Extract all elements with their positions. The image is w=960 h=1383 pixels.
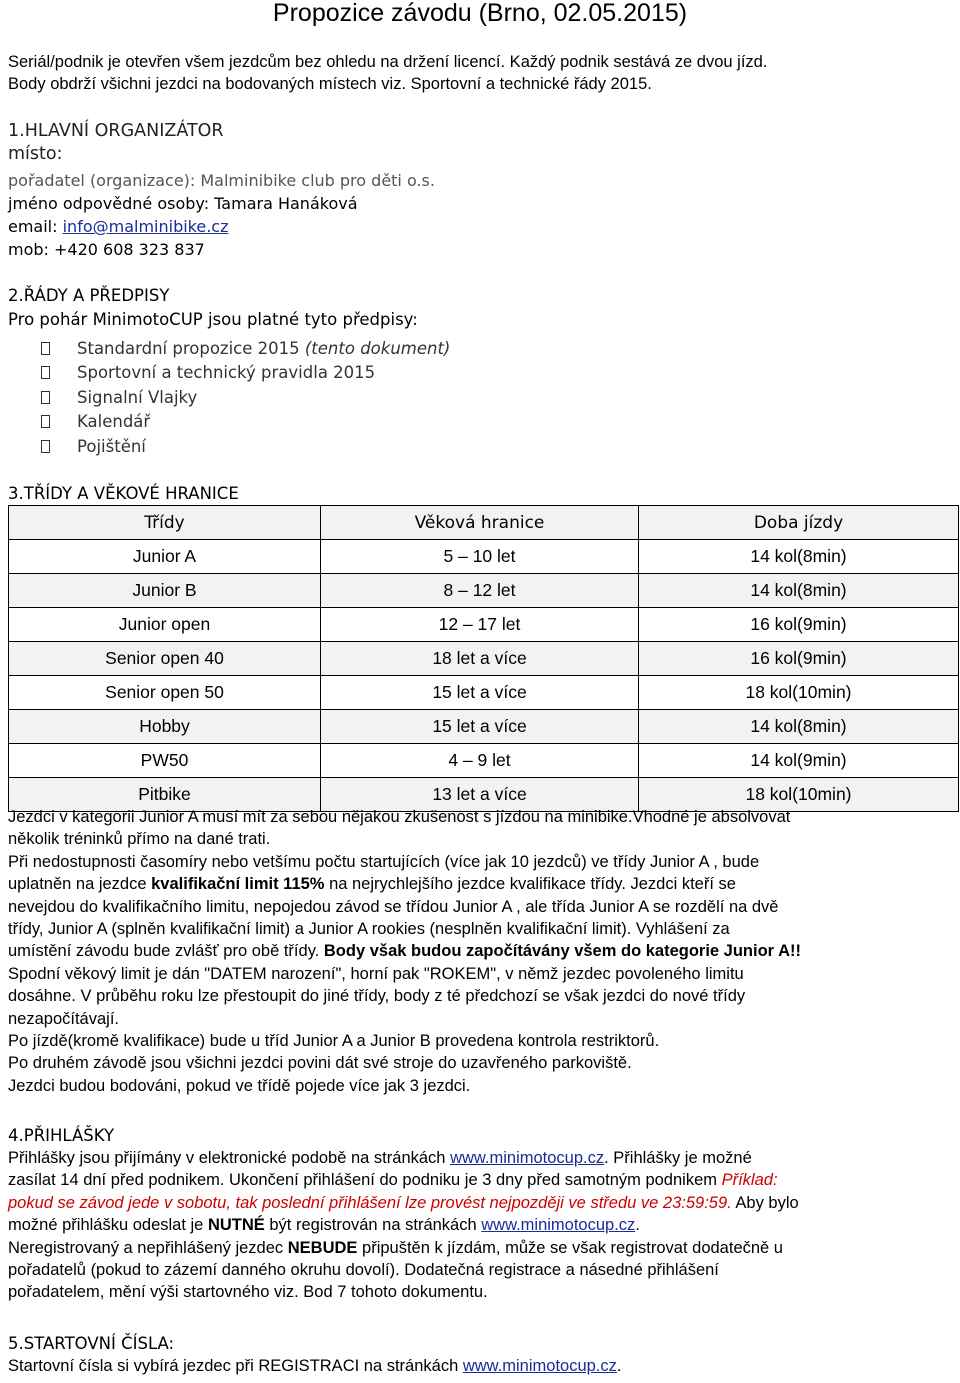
cell-age: 18 let a více [321,642,639,676]
cell-age: 13 let a více [321,778,639,812]
cell-duration: 14 kol(8min) [639,574,959,608]
text-line: dosáhne. V průběhu roku lze přestoupit do jiné třídy, body z té předchozí se však jezdci do nové třídy [8,987,746,1006]
list-item: Sportovní a technický pravidla 2015 [41,361,450,385]
cell-class: PW50 [9,744,321,778]
cell-duration: 16 kol(9min) [639,608,959,642]
cell-class: Pitbike [9,778,321,812]
page-title: Propozice závodu (Brno, 02.05.2015) [272,0,688,27]
text-line: Startovní čísla si vybírá jezdec při REGISTRACI na stránkách www.minimotocup.cz. [8,1357,622,1375]
text-line: pořadatelem, mění výši startovného viz. Bod 7 tohoto dokumentu. [8,1283,488,1302]
section-heading: 1.HLAVNÍ ORGANIZÁTOR [8,121,224,141]
checkbox-icon [41,391,50,404]
cell-age: 5 – 10 let [321,540,639,574]
section-heading: 2.ŘÁDY A PŘEDPISY [8,286,170,305]
text-line: zasílat 14 dní před podnikem. Ukončení přihlášení do podniku je 3 dny před samotným podnikem Příklad: [8,1171,778,1190]
text-line: Po druhém závodě jsou všichni jezdci povini dát své stroje do uzavřeného parkoviště. [8,1054,632,1073]
contact-person: jméno odpovědné osoby: Tamara Hanáková [8,194,358,213]
text-line: třídy, Junior A (splněn kvalifikační limit) a Junior A rookies (nesplněn kvalifikační limit). Vyhlášení za [8,920,730,939]
website-link[interactable]: www.minimotocup.cz [462,1357,617,1375]
text-line: nezapočítávají. [8,1009,119,1028]
email-link[interactable]: info@malminibike.cz [62,217,229,236]
text-line: umístění závodu bude zvlášť pro obě třídy. Body však budou započítávány všem do kategorie Junior A!! [8,942,801,961]
text-line: možné přihlášku odeslat je NUTNÉ být registrován na stránkách www.minimotocup.cz. [8,1216,640,1235]
section-organizer [8,120,956,261]
cell-duration: 18 kol(10min) [639,676,959,710]
table-row [9,540,959,574]
table-header-row [9,506,959,540]
text-line: pořadatelů (pokud to zázemí danného okruhu dovolí). Dodatečná registrace a násedné přihlášení [8,1261,719,1280]
text-line: Při nedostupnosti časomíry nebo vetšímu počtu startujících (více jak 10 jezdců) ve třídy Junior A , bude [8,852,760,871]
place-label: místo: [8,144,63,164]
cell-age: 8 – 12 let [321,574,639,608]
cell-class: Hobby [9,710,321,744]
checkbox-icon [41,366,50,379]
mobile-line: mob: +420 608 323 837 [8,240,205,259]
column-header: Doba jízdy [639,506,959,540]
cell-class: Senior open 40 [9,642,321,676]
cell-age: 4 – 9 let [321,744,639,778]
text-line: uplatněn na jezdce kvalifikační limit 115% na nejrychlejšího jezdce kvalifikace třídy. Jezdci kteří se [8,875,736,894]
section-rules-heading [8,284,956,332]
classes-notes [8,806,956,1097]
cell-duration: 14 kol(8min) [639,710,959,744]
table-row [9,574,959,608]
table-row [9,744,959,778]
organizer-line: pořadatel (organizace): Malminibike club pro děti o.s. [8,171,435,190]
table-row [9,642,959,676]
text-line: Jezdci v kategorii Junior A musí mít za sebou nějakou zkušenost s jízdou na minibike.Vhodné je absolvovat [8,808,791,826]
column-header: Věková hranice [321,506,639,540]
table-row [9,710,959,744]
intro-line: Seriál/podnik je otevřen všem jezdcům bez ohledu na držení licencí. Každý podnik sestává ze dvou jízd. [8,53,768,71]
table-row [9,676,959,710]
intro-paragraph [8,51,956,96]
checkbox-icon [41,342,50,355]
table-row [9,608,959,642]
intro-line: Body obdrží všichni jezdci na bodovaných místech viz. Sportovní a technické řády 2015. [8,75,652,94]
list-item: Pojištění [41,435,450,459]
section-heading: 4.PŘIHLÁŠKY [8,1126,115,1145]
cell-duration: 16 kol(9min) [639,642,959,676]
list-item: Signalní Vlajky [41,386,450,410]
cell-class: Junior A [9,540,321,574]
text-line: Spodní věkový limit je dán "DATEM narození", horní pak "ROKEM", v němž jezdec povoleného limitu [8,964,744,983]
checkbox-icon [41,440,50,453]
registration-paragraph [8,1147,956,1304]
email-line: email: info@malminibike.cz [8,217,229,236]
checkbox-icon [41,415,50,428]
text-line: pokud se závod jede v sobotu, tak poslední přihlášení lze provést nejpozději ve středu ve 23:59:59. Aby bylo [8,1193,799,1212]
start-numbers-paragraph [8,1355,956,1377]
list-item: Kalendář [41,410,450,434]
column-header: Třídy [9,506,321,540]
text-line: Přihlášky jsou přijímány v elektronické podobě na stránkách www.minimotocup.cz. Přihlášky je možné [8,1149,752,1167]
cell-class: Junior B [9,574,321,608]
text-line: Neregistrovaný a nepřihlášený jezdec NEBUDE připuštěn k jízdám, může se však registrovat dodatečně u [8,1238,783,1257]
website-link[interactable]: www.minimotocup.cz [450,1149,605,1167]
cell-age: 15 let a více [321,710,639,744]
classes-table [8,505,959,812]
list-item: Standardní propozice 2015 (tento dokument) [41,337,450,361]
cell-duration: 14 kol(8min) [639,540,959,574]
text-line: několik tréninků přímo na dané trati. [8,830,271,849]
website-link[interactable]: www.minimotocup.cz [481,1216,636,1235]
cell-age: 12 – 17 let [321,608,639,642]
section-heading: 3.TŘÍDY A VĚKOVÉ HRANICE [8,484,239,503]
rules-list [41,337,450,459]
text-line: nevejdou do kvalifikačního limitu, nepojedou závod se třídou Junior A , ale třída Junior A se rozdělí na dvě [8,897,779,916]
section-subheading: Pro pohár MinimotoCUP jsou platné tyto předpisy: [8,310,418,329]
cell-class: Senior open 50 [9,676,321,710]
section-heading: 5.STARTOVNÍ ČÍSLA: [8,1334,175,1353]
text-line: Jezdci budou bodováni, pokud ve třídě pojede více jak 3 jezdci. [8,1076,471,1095]
cell-class: Junior open [9,608,321,642]
text-line: Po jízdě(kromě kvalifikace) bude u tříd Junior A a Junior B provedena kontrola restriktorů. [8,1032,660,1051]
cell-duration: 14 kol(9min) [639,744,959,778]
cell-duration: 18 kol(10min) [639,778,959,812]
cell-age: 15 let a více [321,676,639,710]
